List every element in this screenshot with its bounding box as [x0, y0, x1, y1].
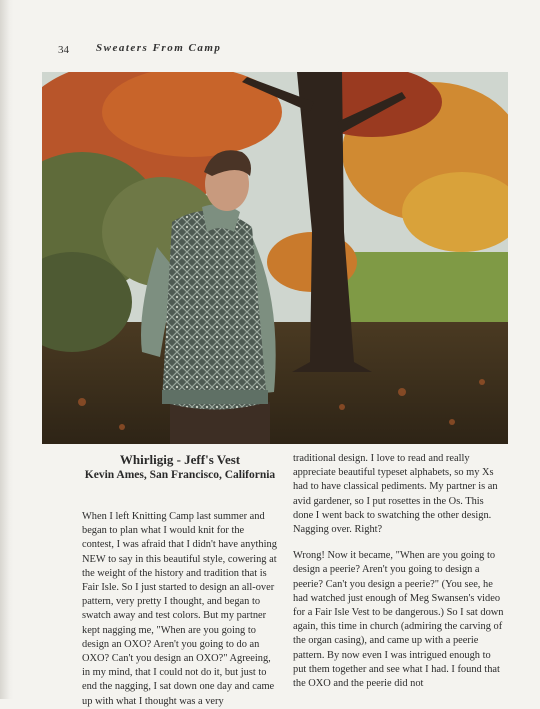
- article-right-column: [293, 452, 505, 691]
- article-left-column: [82, 452, 278, 709]
- article-photo: [42, 72, 508, 444]
- body-paragraph: traditional design. I love to read and really appreciate beautiful typeset alphabets, so my Xs had to have classical pediments. My partner is an avid gardener, so I put rosettes in the Os. This done I went back to swatching the other design. Nagging over. Right?: [293, 453, 498, 536]
- article-title: Whirligig - Jeff's Vest: [119, 452, 241, 467]
- book-gutter: [0, 0, 14, 699]
- photo-vest: [162, 211, 267, 410]
- article-byline: Kevin Ames, San Francisco, California: [84, 469, 276, 481]
- running-head: Sweaters From Camp: [96, 42, 222, 54]
- page-number: 34: [58, 44, 69, 56]
- body-paragraph: When I left Knitting Camp last summer and began to plan what I would knit for the contest, I was afraid that I didn't have anything NEW to say in this beautiful style, cowering at the weight of the history and tradition that is Fair Isle. So I just started to design an all-over pattern, very pretty I thought, and began to swatch away and test colors. But my partner kept nagging me, "When are you going to design an OXO? Aren't you going to do an OXO? Can't you design an OXO?" Agreeing, in my mind, that I could not do it, but just to end the nagging, I sat down one day and came up with what I thought was a very: [82, 511, 277, 707]
- body-paragraph: Wrong! Now it became, "When are you going to design a peerie? Aren't you going to design a peerie? Can't you design a peerie?" (You see, he had watched just enough of Meg Swansen's video for a Fair Isle Vest to be dangerous.) So I sat down again, this time in church (admiring the carving of the organ casing), and came up with a peerie pattern. By now even I was intrigued enough to put them together and see what I had. I found that the OXO and the peerie did not: [293, 550, 504, 690]
